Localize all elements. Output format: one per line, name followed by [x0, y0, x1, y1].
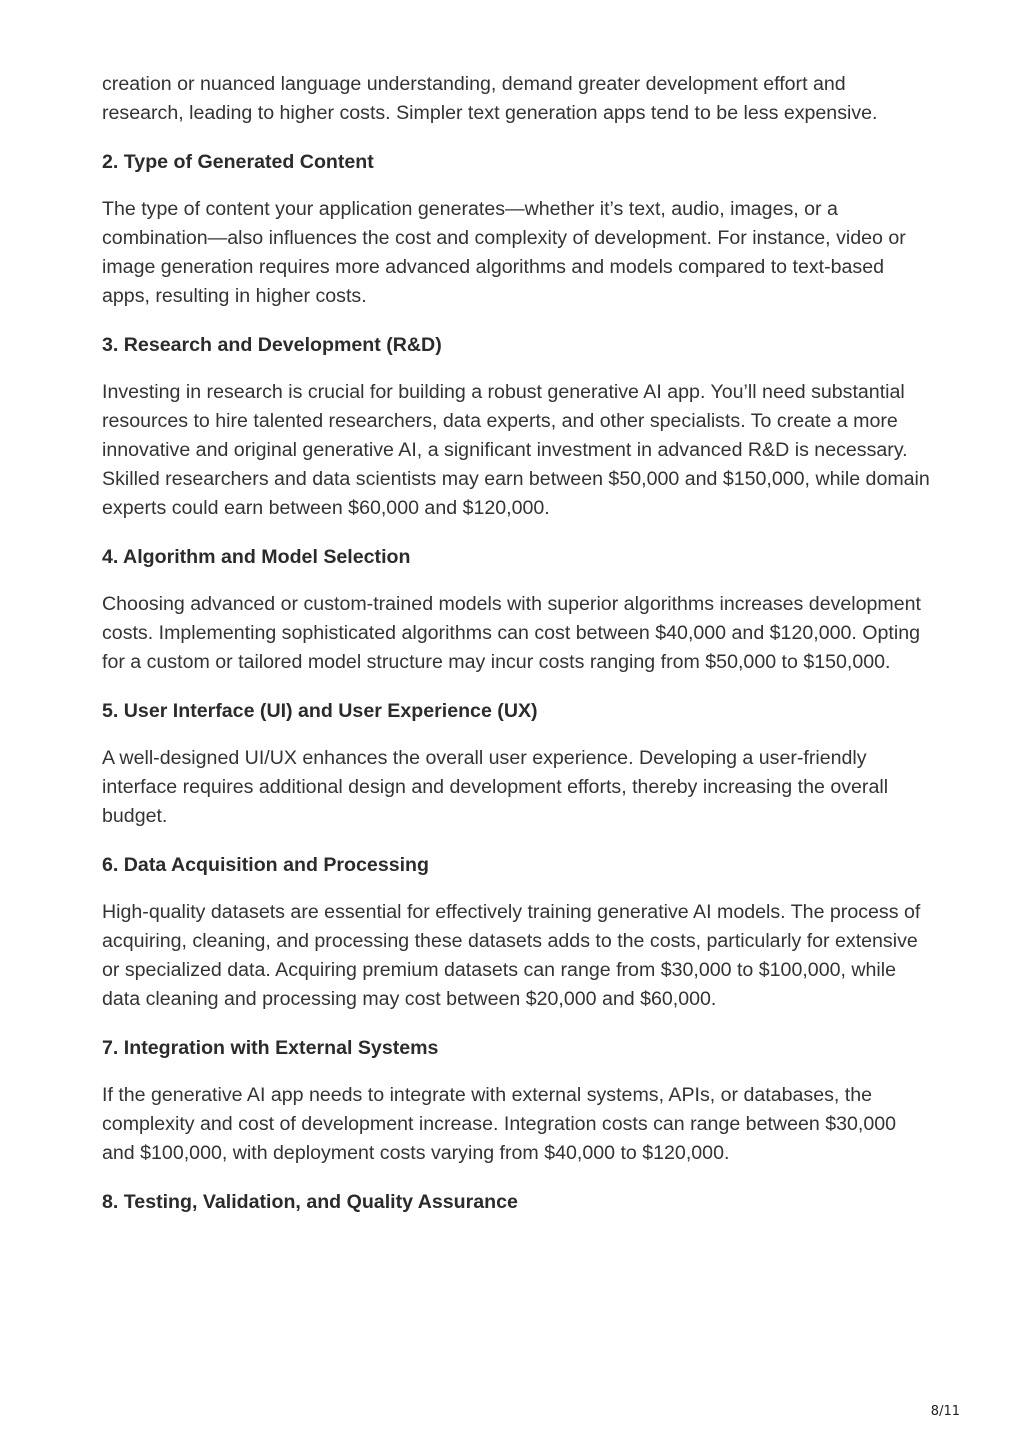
section-body-ui-ux: A well-designed UI/UX enhances the overall user experience. Developing a user-friendly interface requires additional design and development efforts, thereby increasing the overall budget. [102, 747, 889, 827]
section-body-type-of-generated-content: The type of content your application generates—whether it’s text, audio, images, or a combination—also influences the cost and complexity of development. For instance, video or image generation requires more advanced algorithms and models compared to text-based apps, resulting in higher costs. [102, 198, 906, 307]
section-heading-research-and-development: 3. Research and Development (R&D) [102, 334, 442, 356]
section-body-data-acquisition: High-quality datasets are essential for effectively training generative AI models. The process of acquiring, cleaning, and processing these datasets adds to the costs, particularly for extensive or specialized data. Acquiring premium datasets can range from $30,000 to $100,000, while data cleaning and processing may cost between $20,000 and $60,000. [102, 901, 921, 1010]
document-page [102, 70, 932, 1235]
section-heading-algorithm-and-model-selection: 4. Algorithm and Model Selection [102, 546, 411, 568]
section-heading-type-of-generated-content: 2. Type of Generated Content [102, 151, 374, 173]
intro-paragraph: creation or nuanced language understanding, demand greater development effort and research, leading to higher costs. Simpler text generation apps tend to be less expensive. [102, 73, 878, 124]
section-heading-integration: 7. Integration with External Systems [102, 1037, 439, 1059]
page-number: 8/11 [930, 1404, 960, 1419]
section-heading-testing-validation: 8. Testing, Validation, and Quality Assurance [102, 1191, 518, 1213]
section-heading-data-acquisition: 6. Data Acquisition and Processing [102, 854, 429, 876]
section-body-research-and-development: Investing in research is crucial for building a robust generative AI app. You’ll need substantial resources to hire talented researchers, data experts, and other specialists. To create a more innovative and original generative AI, a significant investment in advanced R&D is necessary. Skilled researchers and data scientists may earn between $50,000 and $150,000, while domain experts could earn between $60,000 and $120,000. [102, 381, 930, 519]
section-body-algorithm-and-model-selection: Choosing advanced or custom-trained models with superior algorithms increases development costs. Implementing sophisticated algorithms can cost between $40,000 and $120,000. Opting for a custom or tailored model structure may incur costs ranging from $50,000 to $150,000. [102, 593, 921, 673]
section-heading-ui-ux: 5. User Interface (UI) and User Experience (UX) [102, 700, 538, 722]
section-body-integration: If the generative AI app needs to integrate with external systems, APIs, or databases, the complexity and cost of development increase. Integration costs can range between $30,000 and $100,000, with deployment costs varying from $40,000 to $120,000. [102, 1084, 897, 1164]
